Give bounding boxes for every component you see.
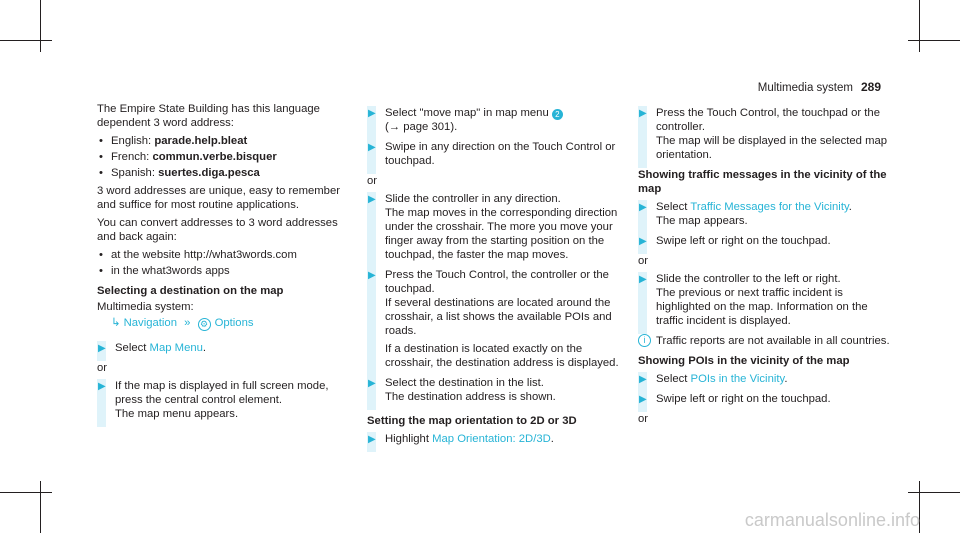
section-title: Multimedia system	[757, 82, 853, 94]
step: ▶ Slide the controller in any direction. The map moves in the corresponding direction under the crosshair. The more you move your finger away from the starting position on the touchpad, the faster the map moves.	[367, 192, 622, 262]
or-text: or	[97, 362, 108, 374]
step-arrow-icon: ▶	[368, 434, 376, 445]
step: ▶ Swipe left or right on the touchpad.	[638, 392, 893, 406]
step: ▶ Select the destination in the list. The destination address is shown.	[367, 376, 622, 404]
or-text: or	[367, 175, 378, 187]
step-arrow-icon: ▶	[639, 236, 647, 247]
section-heading: Setting the map orientation to 2D or 3D	[367, 415, 577, 427]
step-arrow-icon: ▶	[639, 202, 647, 213]
intro-text: The Empire State Building has this language dependent 3 word address:	[97, 103, 320, 129]
or-text: or	[638, 413, 649, 425]
crop-mark	[40, 0, 41, 52]
list-item: • French: commun.verbe.bisquer	[97, 150, 350, 164]
crop-mark	[0, 492, 52, 493]
or-text: or	[638, 255, 649, 267]
step-arrow-icon: ▶	[639, 394, 647, 405]
return-arrow-icon: ↳	[111, 317, 121, 329]
link-traffic-messages[interactable]: Traffic Messages for the Vicinity	[690, 201, 849, 213]
link-map-menu[interactable]: Map Menu	[149, 342, 203, 354]
step: ▶ Select Map Menu.	[97, 341, 350, 355]
note	[638, 334, 893, 348]
link-pois-vicinity[interactable]: POIs in the Vicinity	[690, 373, 785, 385]
column-3	[638, 102, 893, 429]
list-item: • at the website http://what3words.com	[97, 248, 350, 262]
crop-mark	[908, 492, 960, 493]
list-item: • English: parade.help.bleat	[97, 134, 350, 148]
page-number: 289	[860, 80, 881, 94]
step-arrow-icon: ▶	[368, 194, 376, 205]
step: ▶ If the map is displayed in full screen mode, press the central control element. The map menu appears.	[97, 379, 350, 421]
menu-link-options[interactable]: Options	[214, 317, 254, 329]
section-heading: Showing POIs in the vicinity of the map	[638, 355, 850, 367]
note-text: Traffic reports are not available in all countries.	[656, 335, 890, 347]
gear-icon: ⚙	[198, 318, 211, 331]
menu-prefix: Multimedia system:	[97, 301, 194, 313]
column-1	[97, 102, 350, 427]
crop-mark	[919, 0, 920, 52]
page-header	[758, 80, 881, 95]
step-arrow-icon: ▶	[639, 108, 647, 119]
list-item: • Spanish: suertes.diga.pesca	[97, 166, 350, 180]
step: ▶ Slide the controller to the left or right. The previous or next traffic incident is highlighted on the map. Information on the traffic incident is displayed.	[638, 272, 893, 328]
list-item: • in the what3words apps	[97, 264, 350, 278]
info-icon: i	[638, 334, 651, 347]
paragraph: You can convert addresses to 3 word addresses and back again:	[97, 217, 338, 243]
menu-path	[97, 316, 350, 331]
paragraph: 3 word addresses are unique, easy to remember and suffice for most routine applications.	[97, 185, 341, 211]
section-heading: Showing traffic messages in the vicinity of the map	[638, 169, 887, 195]
column-2	[367, 102, 622, 452]
step-arrow-icon: ▶	[639, 374, 647, 385]
menu-link-navigation[interactable]: Navigation	[123, 317, 177, 329]
step: ▶ Select "move map" in map menu 2 (→ page 301).	[367, 106, 622, 134]
step-arrow-icon: ▶	[98, 343, 106, 354]
step: ▶ Swipe in any direction on the Touch Control or touchpad.	[367, 140, 622, 168]
link-map-orientation[interactable]: Map Orientation: 2D/3D	[432, 433, 551, 445]
double-chevron-icon: »	[184, 317, 191, 329]
step-arrow-icon: ▶	[368, 378, 376, 389]
step-arrow-icon: ▶	[368, 108, 376, 119]
watermark: carmanualsonline.info	[744, 510, 920, 530]
step: ▶ Press the Touch Control, the controller or the touchpad. If several destinations are located around the crosshair, a list shows the available POIs and roads. If a destination is located exactly on the crosshair, the destination address is displayed.	[367, 268, 622, 370]
step: ▶ Select POIs in the Vicinity.	[638, 372, 893, 386]
step: ▶ Swipe left or right on the touchpad.	[638, 234, 893, 248]
step-arrow-icon: ▶	[639, 274, 647, 285]
crop-mark	[0, 40, 52, 41]
step-arrow-icon: ▶	[368, 142, 376, 153]
step-arrow-icon: ▶	[98, 381, 106, 392]
step-arrow-icon: ▶	[368, 270, 376, 281]
step: ▶ Highlight Map Orientation: 2D/3D.	[367, 432, 622, 446]
section-heading: Selecting a destination on the map	[97, 285, 284, 297]
crop-mark	[908, 40, 960, 41]
crop-mark	[40, 481, 41, 533]
callout-badge: 2	[552, 109, 563, 120]
step: ▶ Press the Touch Control, the touchpad or the controller. The map will be displayed in the selected map orientation.	[638, 106, 893, 162]
step: ▶ Select Traffic Messages for the Vicinity. The map appears.	[638, 200, 893, 228]
